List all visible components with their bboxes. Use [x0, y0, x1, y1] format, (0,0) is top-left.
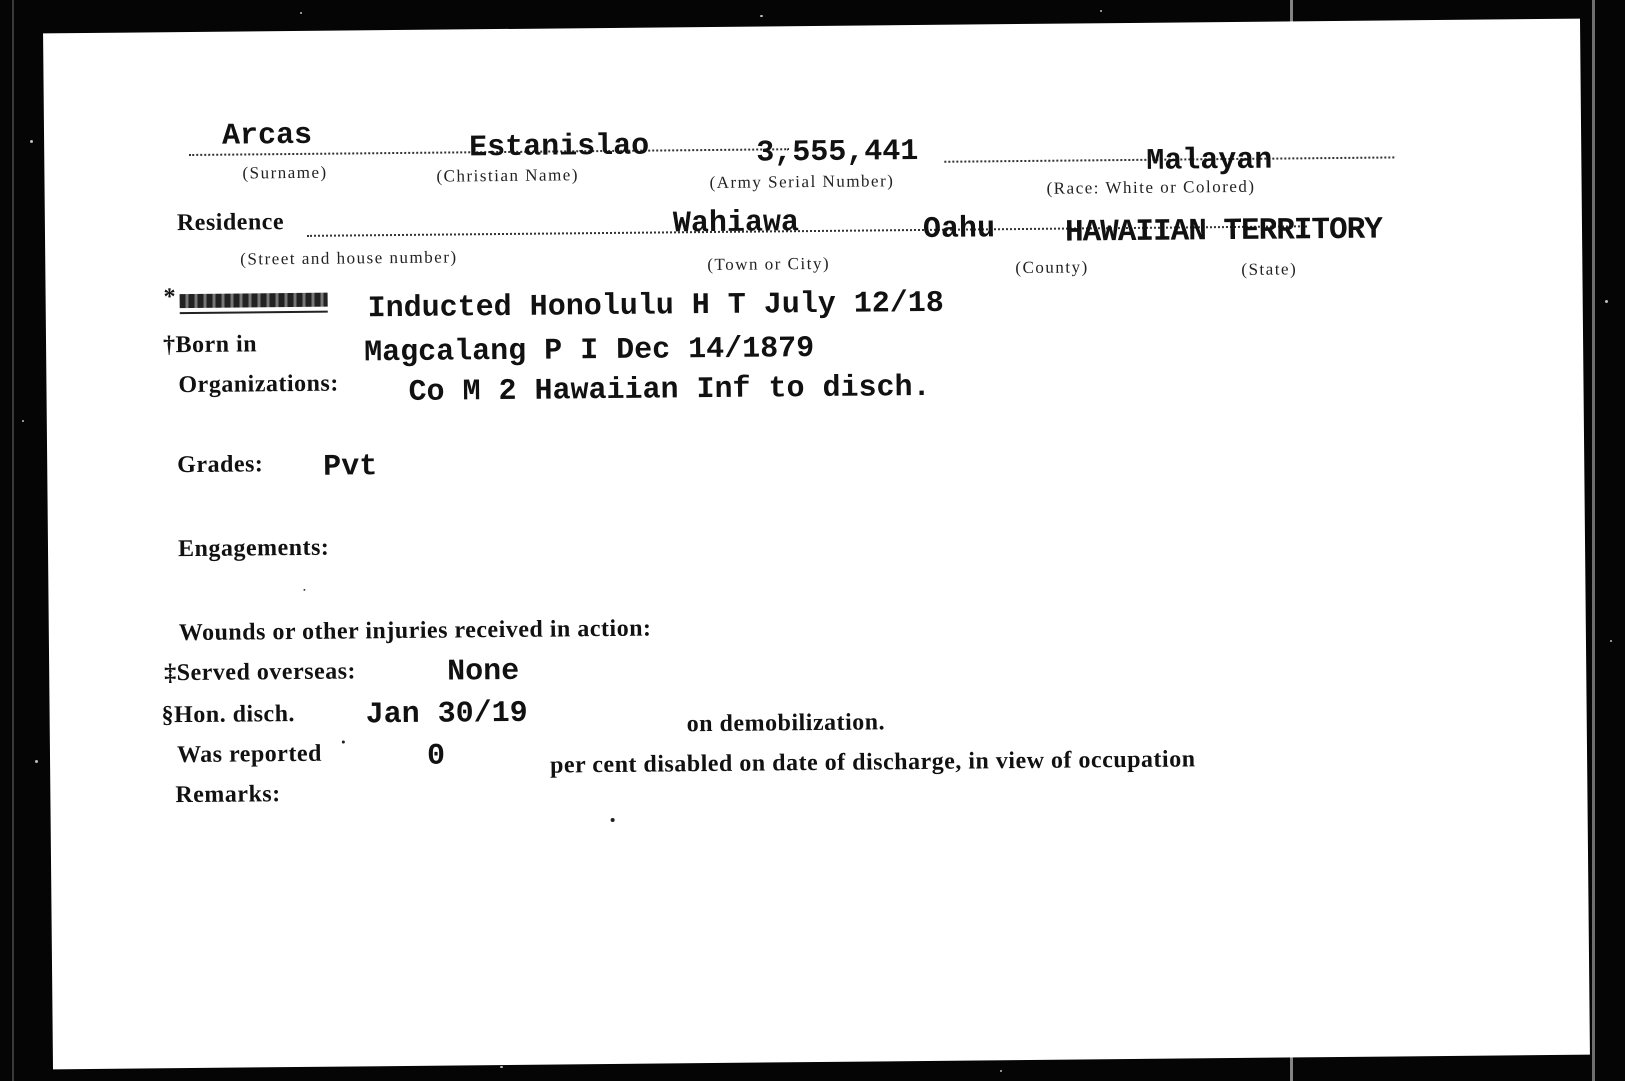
speck: [1000, 1070, 1002, 1072]
organizations-label: Organizations:: [178, 370, 339, 399]
county-value: Oahu: [922, 212, 996, 247]
christian-name-value: Estanislao: [469, 129, 650, 166]
film-edge-left: [12, 0, 14, 1081]
street-caption: (Street and house number): [240, 247, 458, 269]
serial-number-caption: (Army Serial Number): [709, 171, 895, 193]
organizations-value: Co M 2 Hawaiian Inf to disch.: [408, 370, 931, 410]
speck: [35, 760, 38, 763]
ink-dot: [611, 818, 615, 822]
speck: [1605, 300, 1608, 303]
enlisted-mark: *: [163, 284, 177, 311]
speck: [500, 1066, 503, 1068]
reported-label: Was reported: [176, 740, 323, 769]
engagements-label: Engagements:: [177, 534, 330, 563]
born-value: Magcalang P I Dec 14/1879: [363, 332, 815, 371]
served-overseas-value: None: [447, 654, 520, 690]
town-value: Wahiawa: [672, 206, 800, 242]
surname-value: Arcas: [221, 118, 313, 154]
served-overseas-label: ‡Served overseas:: [164, 658, 357, 687]
serial-number-value: 3,555,441: [756, 135, 919, 171]
speck: [30, 140, 33, 143]
state-value: HAWAIIAN TERRITORY: [1064, 212, 1383, 251]
grades-label: Grades:: [177, 451, 264, 479]
surname-caption: (Surname): [242, 162, 328, 183]
struck-label: [180, 293, 328, 308]
speck: [760, 15, 763, 17]
reported-value: 0: [426, 739, 446, 774]
christian-name-caption: (Christian Name): [436, 165, 580, 186]
born-label: †Born in: [162, 331, 258, 359]
ink-dot: [342, 741, 345, 744]
county-caption: (County): [1015, 257, 1089, 278]
disabled-text: per cent disabled on date of discharge, in view of occupation: [549, 746, 1196, 779]
demobilization-text: on demobilization.: [686, 709, 886, 738]
race-caption: (Race: White or Colored): [1046, 176, 1256, 198]
race-value: Malayan: [1146, 143, 1273, 179]
speck: [300, 12, 302, 14]
speck: [1610, 640, 1612, 642]
speck: [1100, 10, 1102, 12]
struck-underline: [180, 311, 328, 314]
hon-disch-label: §Hon. disch.: [161, 701, 296, 729]
ink-dot: [303, 589, 305, 591]
remarks-label: Remarks:: [175, 781, 281, 809]
inducted-value: Inducted Honolulu H T July 12/18: [367, 286, 944, 327]
town-caption: (Town or City): [707, 253, 831, 275]
hon-disch-value: Jan 30/19: [365, 696, 528, 733]
film-edge-right: [1592, 0, 1595, 1081]
residence-label: Residence: [176, 209, 285, 237]
state-caption: (State): [1241, 259, 1298, 279]
service-record-card: [43, 19, 1590, 1070]
grades-value: Pvt: [323, 450, 378, 485]
speck: [22, 420, 24, 422]
wounds-label: Wounds or other injuries received in action:: [178, 615, 652, 647]
